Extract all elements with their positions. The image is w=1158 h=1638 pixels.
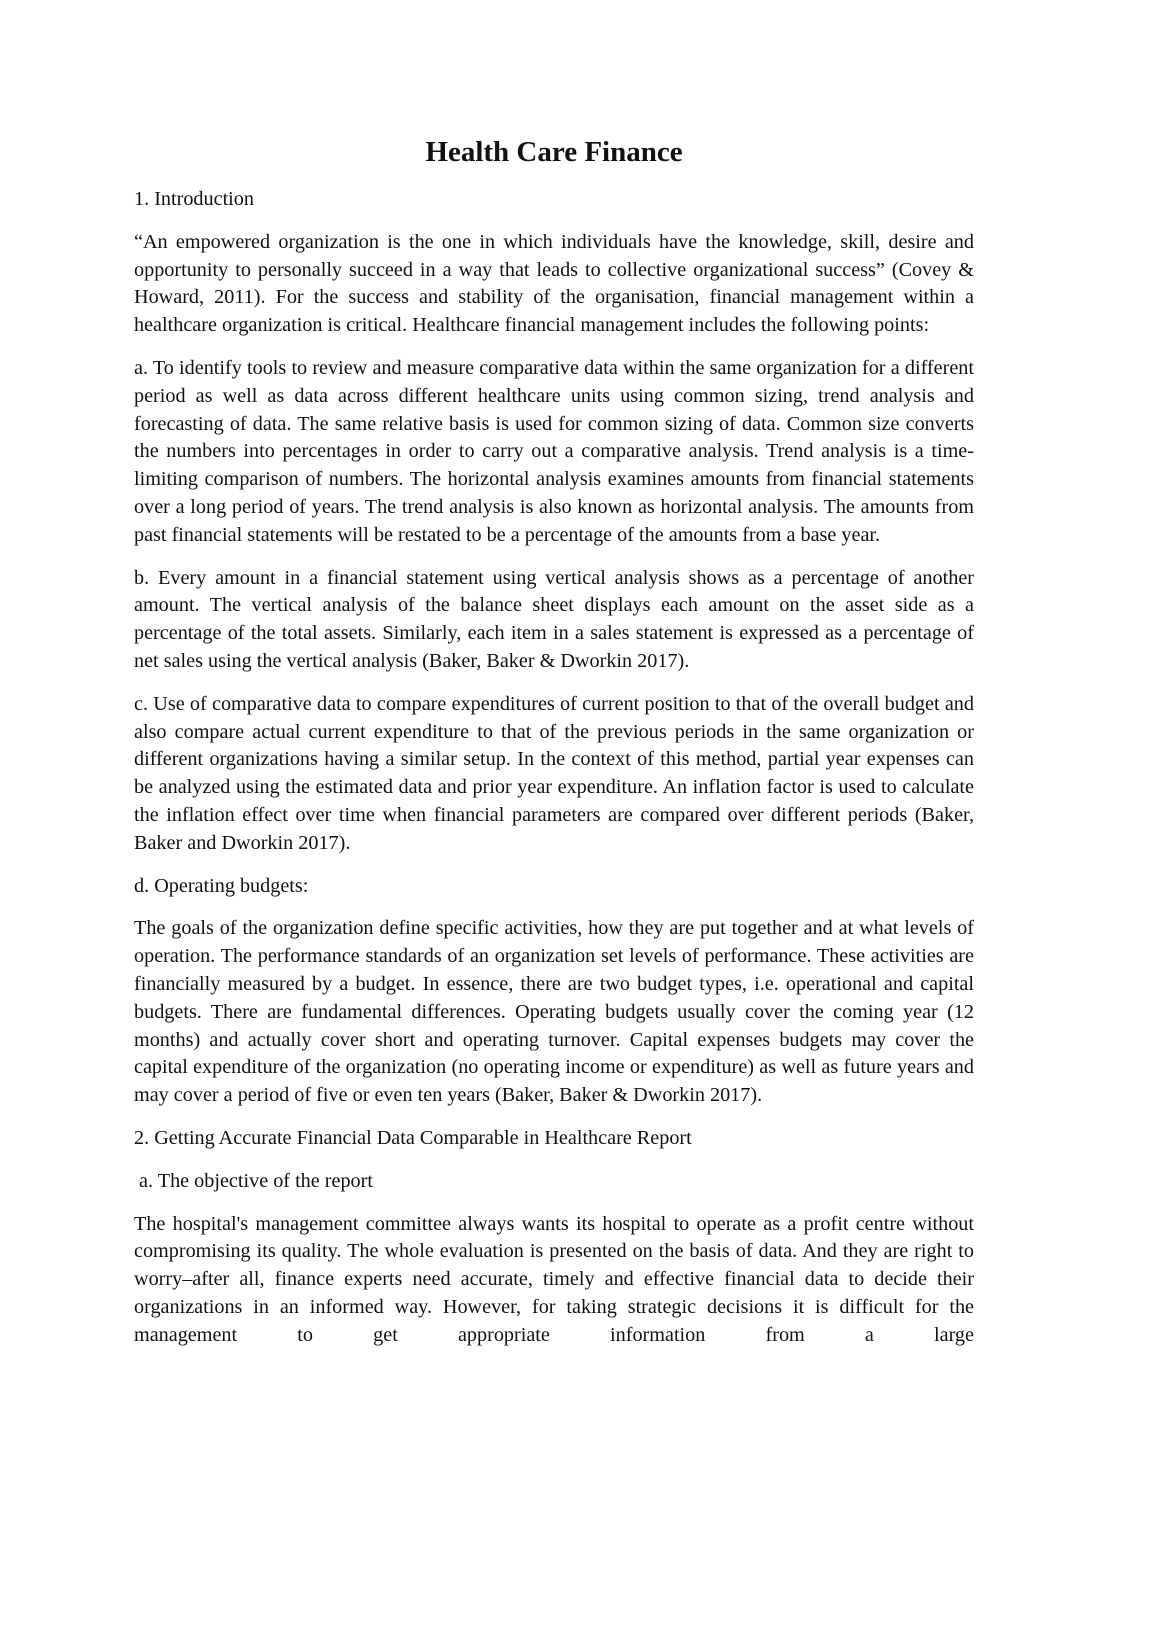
document-title: Health Care Finance [425,136,683,168]
paragraph-point-b: b. Every amount in a financial statement using vertical analysis shows as a percentage of another amount. The vertical analysis of the balance sheet displays each amount on the asset side as a percentage of the total assets. Similarly, each item in a sales statement is expressed as a percentage of net sales using the vertical analysis (Baker, Baker & Dworkin 2017). [134,566,974,672]
section-heading-introduction: 1. Introduction [134,188,254,210]
subheading-operating-budgets: d. Operating budgets: [134,874,309,897]
subheading-objective: a. The objective of the report [134,1169,373,1192]
section-heading-accurate-data: 2. Getting Accurate Financial Data Comparable in Healthcare Report [134,1126,692,1149]
paragraph-point-a: a. To identify tools to review and measure comparative data within the same organization for a different period as well as data across different healthcare units using common sizing, trend analysis and forecasting of data. The same relative basis is used for common sizing of data. Common size converts the numbers into percentages in order to carry out a comparative analysis. Trend analysis is a time-limiting comparison of numbers. The horizontal analysis examines amounts from financial statements over a long period of years. The trend analysis is also known as horizontal analysis. The amounts from past financial statements will be restated to be a percentage of the amounts from a base year. [134,356,974,546]
paragraph-intro-quote: “An empowered organization is the one in which individuals have the knowledge, skill, desire and opportunity to personally succeed in a way that leads to collective organizational success” (Covey & Howard, 2011). For the success and stability of the organisation, financial management within a healthcare organization is critical. Healthcare financial management includes the following points: [134,230,974,337]
document-page [134,134,974,1364]
paragraph-objective: The hospital's management committee always wants its hospital to operate as a profit centre without compromising its quality. The whole evaluation is presented on the basis of data. And they are right to worry–after all, finance experts need accurate, timely and effective financial data to decide their organizations in an informed way. However, for taking strategic decisions it is difficult for the management to get appropriate information from a large [134,1212,974,1346]
paragraph-point-c: c. Use of comparative data to compare expenditures of current position to that of the overall budget and also compare actual current expenditure to that of the previous periods in the same organization or different organizations having a similar setup. In the context of this method, partial year expenses can be analyzed using the estimated data and prior year expenditure. An inflation factor is used to calculate the inflation effect over time when financial parameters are compared over different periods (Baker, Baker and Dworkin 2017). [134,692,974,854]
paragraph-operating-budgets: The goals of the organization define specific activities, how they are put together and at what levels of operation. The performance standards of an organization set levels of performance. These activities are financially measured by a budget. In essence, there are two budget types, i.e. operational and capital budgets. There are fundamental differences. Operating budgets usually cover the coming year (12 months) and actually cover short and operating turnover. Capital expenses budgets may cover the capital expenditure of the organization (no operating income or expenditure) as well as future years and may cover a period of five or even ten years (Baker, Baker & Dworkin 2017). [134,917,974,1107]
